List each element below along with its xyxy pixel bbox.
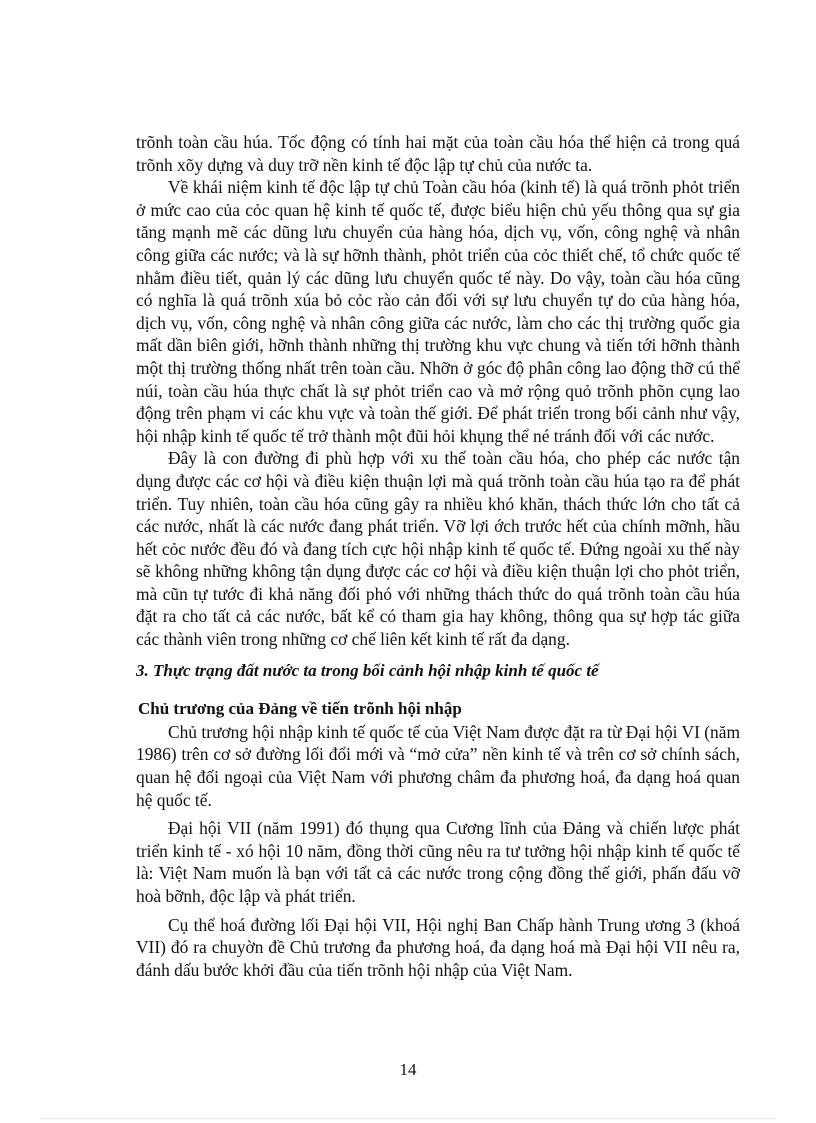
paragraph-continuation: trõnh toàn cầu húa. Tốc động có tính hai mặt của toàn cầu hóa thể hiện cả trong quá trõnh xõy dựng và duy trỡ nền kinh tế độc lập tự chủ của nước ta.	[136, 132, 740, 175]
page-number: 14	[399, 1060, 417, 1079]
sub-heading: Chủ trương của Đảng về tiến trõnh hội nhập	[138, 699, 462, 719]
paragraph-congress-vii: Đại hội VII (năm 1991) đó thụng qua Cương lĩnh của Đảng và chiến lược phát triển kinh tế - xó hội 10 năm, đồng thời cũng nêu ra tư tưởng hội nhập kinh tế quốc tế là: Việt Nam muốn là bạn với tất cả các nước trong cộng đồng thế giới, phấn đấu vỡ hoà bỡnh, độc lập và phát triển.	[136, 818, 740, 906]
paragraph-plenum-3: Cụ thể hoá đường lối Đại hội VII, Hội nghị Ban Chấp hành Trung ương 3 (khoá VII) đó ra chuyờn đề Chủ trương đa phương hoá, đa dạng hoá mà Đại hội VII nêu ra, đánh dấu bước khởi đầu của tiến trõnh hội nhập của Việt Nam.	[136, 914, 740, 980]
page-body	[136, 131, 740, 981]
paragraph-globalization-definition: Về khái niệm kinh tế độc lập tự chủ Toàn cầu hóa (kinh tế) là quá trõnh phỏt triển ở mức cao của cỏc quan hệ kinh tế quốc tế, được biểu hiện chủ yếu thông qua sự gia tăng mạnh mẽ các dũng lưu chuyển của hàng hóa, dịch vụ, vốn, công nghệ và nhân công giữa các nước; và là sự hỡnh thành, phỏt triển của cỏc thiết chế, tổ chức quốc tế nhằm điều tiết, quản lý các dũng lưu chuyển quốc tế này. Do vậy, toàn cầu hóa cũng có nghĩa là quá trõnh xúa bỏ cỏc rào cản đối với sự lưu chuyển tự do của hàng hóa, dịch vụ, vốn, công nghệ và nhân công giữa các nước, làm cho các thị trường quốc gia mất dần biên giới, hỡnh thành những thị trường khu vực chung và tiến tới hỡnh thành một thị trường thống nhất trên toàn cầu. Nhỡn ở góc độ phân công lao động thỡ cú thể núi, toàn cầu húa thực chất là sự phỏt triển cao và mở rộng quỏ trõnh phõn cụng lao động trên phạm vi các khu vực và toàn thế giới. Để phát triển trong bối cảnh như vậy, hội nhập kinh tế quốc tế trở thành một đũi hỏi khụng thể né tránh đối với các nước.	[136, 177, 740, 446]
section-heading: 3. Thực trạng đất nước ta trong bối cảnh hội nhập kinh tế quốc tế	[136, 660, 599, 680]
paragraph-integration-path: Đây là con đường đi phù hợp với xu thế toàn cầu hóa, cho phép các nước tận dụng được các cơ hội và điều kiện thuận lợi mà quá trõnh toàn cầu húa tạo ra để phát triển. Tuy nhiên, toàn cầu hóa cũng gây ra nhiều khó khăn, thách thức lớn cho tất cả các nước, nhất là các nước đang phát triển. Vỡ lợi ớch trước hết của chính mỡnh, hầu hết cỏc nước đều đó và đang tích cực hội nhập kinh tế quốc tế. Đứng ngoài xu thế này sẽ không những không tận dụng được các cơ hội và điều kiện thuận lợi cho phỏt triển, mà cũn tự tước đi khả năng đối phó với những thách thức do quá trõnh toàn cầu húa đặt ra cho tất cả các nước, bất kể có tham gia hay không, thông qua sự hợp tác giữa các thành viên trong những cơ chế liên kết kinh tế rất đa dạng.	[136, 448, 740, 650]
page-bottom-divider	[40, 1118, 776, 1119]
paragraph-policy-origin: Chủ trương hội nhập kinh tế quốc tế của Việt Nam được đặt ra từ Đại hội VI (năm 1986) trên cơ sở đường lối đổi mới và “mở cửa” nền kinh tế và trên cơ sở chính sách, quan hệ đối ngoại của Việt Nam với phương châm đa phương hoá, đa dạng hoá quan hệ quốc tế.	[136, 721, 740, 810]
